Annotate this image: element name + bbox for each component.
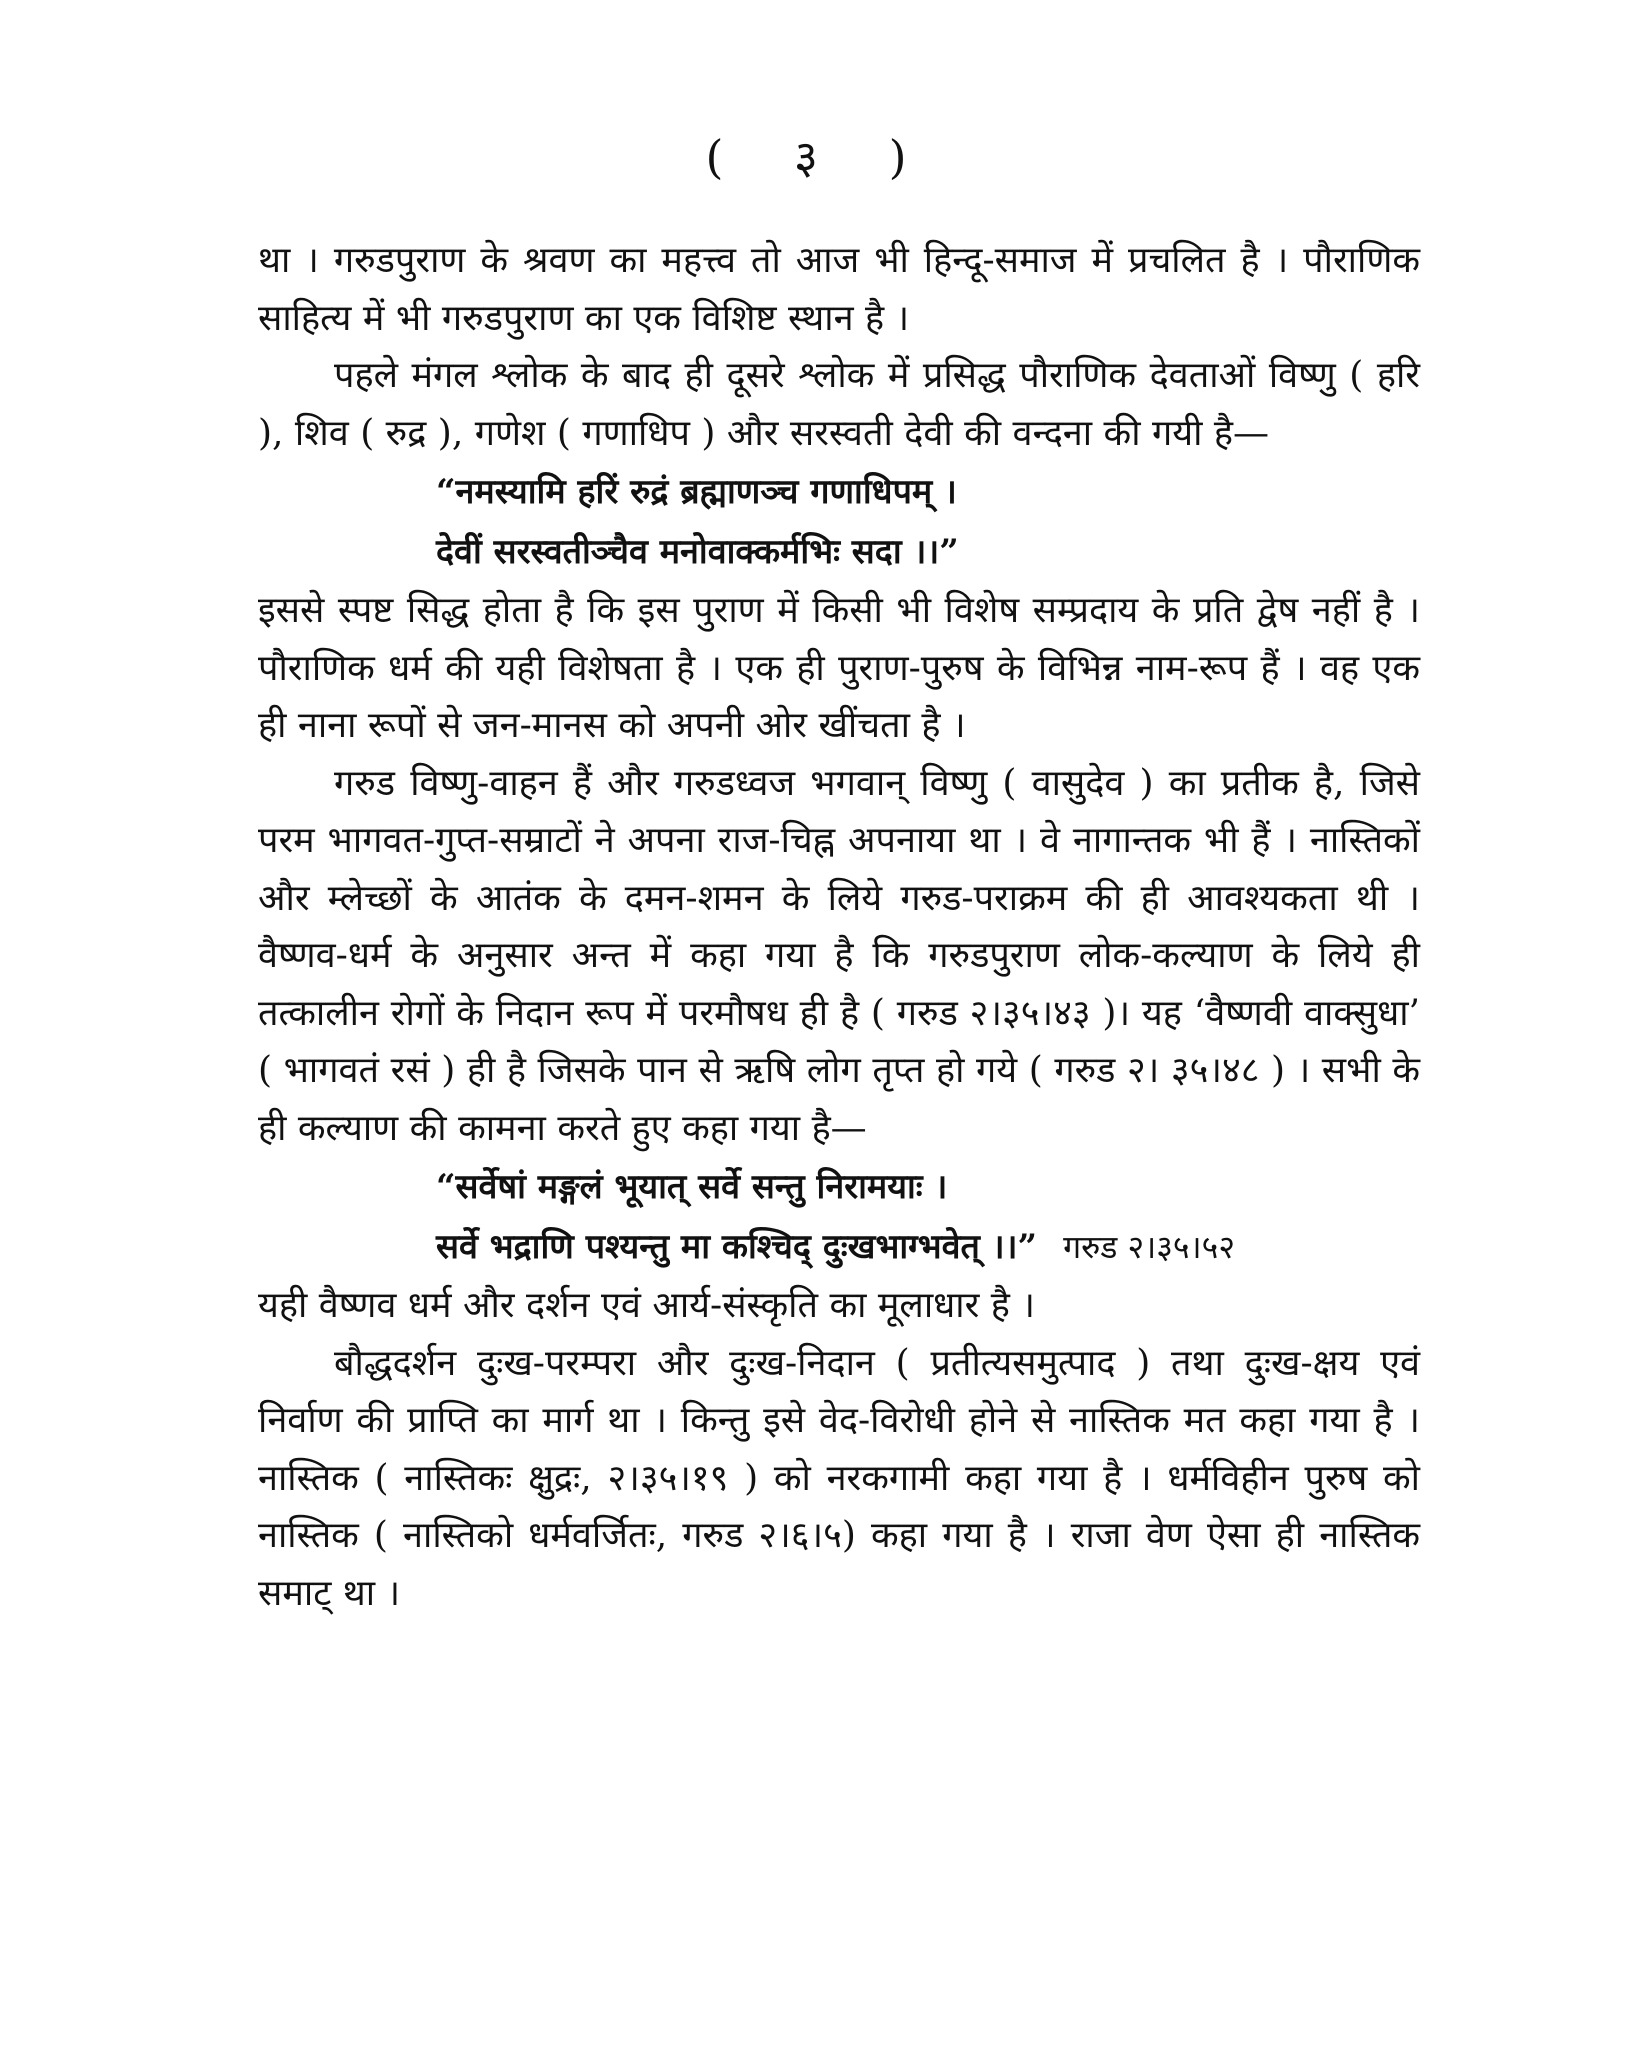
paragraph-continuation: था । गरुडपुराण के श्रवण का महत्त्व तो आज भी हिन्दू-समाज में प्रचलित है । पौराणिक साहित्य में भी गरुडपुराण का एक विशिष्ट स्थान है ।: [258, 240, 1420, 339]
verse-2-reference: गरुड २।३५।५२: [1063, 1228, 1235, 1266]
verse-2-line-1: “सर्वेषां मङ्गलं भूयात् सर्वे सन्तु निरामयाः ।: [436, 1167, 948, 1207]
verse-2-line-2-text: सर्वे भद्राणि पश्यन्तु मा कश्चिद् दुःखभाग्भवेत् ।।”: [436, 1227, 1038, 1267]
verse-1-line-2: देवीं सरस्वतीञ्चैव मनोवाक्कर्मभिः सदा ।।”: [436, 532, 959, 572]
paragraph-no-sectarianism: इससे स्पष्ट सिद्ध होता है कि इस पुराण में किसी भी विशेष सम्प्रदाय के प्रति द्वेष नहीं है । पौराणिक धर्म की यही विशेषता है । एक ही पुराण-पुरुष के विभिन्न नाम-रूप हैं । वह एक ही नाना रूपों से जन-मानस को अपनी ओर खींचता है ।: [258, 590, 1420, 746]
paragraph-garuda-vahana: गरुड विष्णु-वाहन हैं और गरुडध्वज भगवान् विष्णु ( वासुदेव ) का प्रतीक है, जिसे परम भागवत-गुप्त-सम्राटों ने अपना राज-चिह्न अपनाया था । वे नागान्तक भी हैं । नास्तिकों और म्लेच्छों के आतंक के दमन-शमन के लिये गरुड-पराक्रम की ही आवश्यकता थी । वैष्णव-धर्म के अनुसार अन्त में कहा गया है कि गरुडपुराण लोक-कल्याण के लिये ही तत्कालीन रोगों के निदान रूप में परमौषध ही है ( गरुड २।३५।४३ )। यह ‘वैष्णवी वाक्सुधा’ ( भागवतं रसं ) ही है जिसके पान से ऋषि लोग तृप्त हो गये ( गरुड २। ३५।४८ ) । सभी के ही कल्याण की कामना करते हुए कहा गया है—: [258, 762, 1420, 1149]
verse-2-line-2: [258, 1217, 1420, 1277]
page-number: ( ३ ): [705, 130, 935, 184]
paragraph-deities: पहले मंगल श्लोक के बाद ही दूसरे श्लोक में प्रसिद्ध पौराणिक देवताओं विष्णु ( हरि ), शिव ( रुद्र ), गणेश ( गणाधिप ) और सरस्वती देवी की वन्दना की गयी है—: [258, 355, 1420, 454]
paragraph-vaishnava-foundation: यही वैष्णव धर्म और दर्शन एवं आर्य-संस्कृति का मूलाधार है ।: [258, 1285, 1035, 1326]
paragraph-buddhist-philosophy: बौद्धदर्शन दुःख-परम्परा और दुःख-निदान ( प्रतीत्यसमुत्पाद ) तथा दुःख-क्षय एवं निर्वाण की प्राप्ति का मार्ग था । किन्तु इसे वेद-विरोधी होने से नास्तिक मत कहा गया है । नास्तिक ( नास्तिकः क्षुद्रः, २।३५।१९ ) को नरकगामी कहा गया है । धर्मविहीन पुरुष को नास्तिक ( नास्तिको धर्मवर्जितः, गरुड २।६।५) कहा गया है । राजा वेण ऐसा ही नास्तिक समाट् था ।: [258, 1342, 1420, 1614]
verse-1-line-1: “नमस्यामि हरिं रुद्रं ब्रह्माणञ्च गणाधिपम् ।: [436, 472, 957, 512]
body-text: [258, 232, 1420, 1622]
